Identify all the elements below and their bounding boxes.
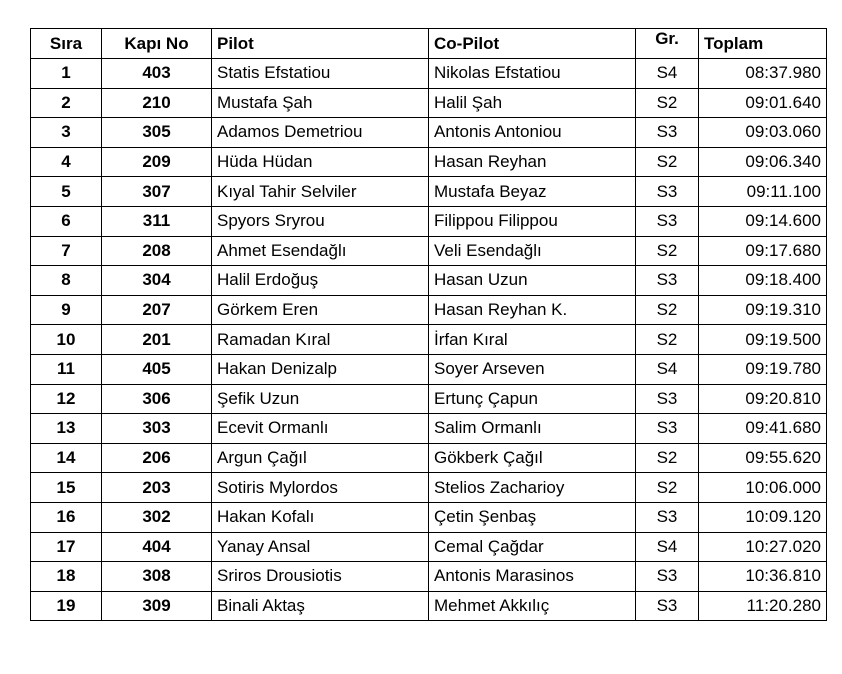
- table-row: [31, 354, 827, 384]
- cell-pilot: Kıyal Tahir Selviler: [212, 177, 429, 207]
- cell-co-pilot: Soyer Arseven: [429, 354, 636, 384]
- cell-gr: S2: [636, 295, 699, 325]
- cell-sira: 15: [31, 473, 102, 503]
- cell-sira: 4: [31, 147, 102, 177]
- cell-sira: 2: [31, 88, 102, 118]
- cell-kapi-no: 302: [102, 502, 212, 532]
- cell-toplam: 09:14.600: [699, 206, 827, 236]
- cell-pilot: Hakan Kofalı: [212, 502, 429, 532]
- cell-sira: 16: [31, 502, 102, 532]
- cell-gr: S4: [636, 59, 699, 89]
- table-row: [31, 118, 827, 148]
- header-toplam: Toplam: [699, 29, 827, 59]
- cell-pilot: Binali Aktaş: [212, 591, 429, 621]
- cell-kapi-no: 403: [102, 59, 212, 89]
- cell-gr: S3: [636, 384, 699, 414]
- cell-co-pilot: Çetin Şenbaş: [429, 502, 636, 532]
- cell-kapi-no: 306: [102, 384, 212, 414]
- cell-sira: 11: [31, 354, 102, 384]
- cell-co-pilot: Hasan Reyhan K.: [429, 295, 636, 325]
- cell-gr: S2: [636, 236, 699, 266]
- cell-sira: 7: [31, 236, 102, 266]
- cell-kapi-no: 210: [102, 88, 212, 118]
- cell-kapi-no: 303: [102, 414, 212, 444]
- cell-gr: S3: [636, 177, 699, 207]
- cell-co-pilot: Cemal Çağdar: [429, 532, 636, 562]
- cell-gr: S3: [636, 414, 699, 444]
- cell-toplam: 10:09.120: [699, 502, 827, 532]
- table-row: [31, 443, 827, 473]
- table-row: [31, 236, 827, 266]
- cell-kapi-no: 206: [102, 443, 212, 473]
- cell-toplam: 09:11.100: [699, 177, 827, 207]
- header-sira: Sıra: [31, 29, 102, 59]
- cell-pilot: Ecevit Ormanlı: [212, 414, 429, 444]
- cell-pilot: Sotiris Mylordos: [212, 473, 429, 503]
- cell-gr: S3: [636, 562, 699, 592]
- cell-toplam: 09:17.680: [699, 236, 827, 266]
- cell-sira: 3: [31, 118, 102, 148]
- cell-gr: S2: [636, 443, 699, 473]
- cell-co-pilot: Salim Ormanlı: [429, 414, 636, 444]
- cell-gr: S3: [636, 591, 699, 621]
- table-row: [31, 206, 827, 236]
- cell-sira: 9: [31, 295, 102, 325]
- cell-pilot: Halil Erdoğuş: [212, 266, 429, 296]
- cell-co-pilot: Gökberk Çağıl: [429, 443, 636, 473]
- cell-gr: S2: [636, 147, 699, 177]
- cell-gr: S4: [636, 532, 699, 562]
- cell-pilot: Yanay Ansal: [212, 532, 429, 562]
- results-table: [30, 28, 827, 621]
- cell-kapi-no: 307: [102, 177, 212, 207]
- cell-toplam: 09:41.680: [699, 414, 827, 444]
- cell-pilot: Argun Çağıl: [212, 443, 429, 473]
- cell-kapi-no: 311: [102, 206, 212, 236]
- cell-sira: 14: [31, 443, 102, 473]
- cell-toplam: 09:19.310: [699, 295, 827, 325]
- cell-kapi-no: 201: [102, 325, 212, 355]
- header-pilot: Pilot: [212, 29, 429, 59]
- cell-toplam: 09:01.640: [699, 88, 827, 118]
- cell-co-pilot: Antonis Antoniou: [429, 118, 636, 148]
- table-row: [31, 384, 827, 414]
- cell-co-pilot: Ertunç Çapun: [429, 384, 636, 414]
- cell-kapi-no: 203: [102, 473, 212, 503]
- cell-gr: S3: [636, 266, 699, 296]
- cell-sira: 5: [31, 177, 102, 207]
- cell-co-pilot: Halil Şah: [429, 88, 636, 118]
- cell-gr: S2: [636, 325, 699, 355]
- table-body: [31, 59, 827, 621]
- cell-co-pilot: Filippou Filippou: [429, 206, 636, 236]
- table-row: [31, 502, 827, 532]
- cell-sira: 13: [31, 414, 102, 444]
- cell-co-pilot: Hasan Reyhan: [429, 147, 636, 177]
- cell-toplam: 09:18.400: [699, 266, 827, 296]
- cell-kapi-no: 309: [102, 591, 212, 621]
- cell-pilot: Hüda Hüdan: [212, 147, 429, 177]
- cell-toplam: 10:06.000: [699, 473, 827, 503]
- table-row: [31, 295, 827, 325]
- cell-toplam: 09:20.810: [699, 384, 827, 414]
- table-header: [31, 29, 827, 59]
- cell-co-pilot: Stelios Zacharioy: [429, 473, 636, 503]
- cell-sira: 18: [31, 562, 102, 592]
- table-row: [31, 88, 827, 118]
- cell-kapi-no: 208: [102, 236, 212, 266]
- cell-kapi-no: 404: [102, 532, 212, 562]
- cell-sira: 10: [31, 325, 102, 355]
- cell-gr: S3: [636, 502, 699, 532]
- cell-kapi-no: 207: [102, 295, 212, 325]
- cell-pilot: Ahmet Esendağlı: [212, 236, 429, 266]
- cell-toplam: 09:19.500: [699, 325, 827, 355]
- table-row: [31, 532, 827, 562]
- table-row: [31, 591, 827, 621]
- cell-co-pilot: Nikolas Efstatiou: [429, 59, 636, 89]
- cell-pilot: Mustafa Şah: [212, 88, 429, 118]
- cell-pilot: Statis Efstatiou: [212, 59, 429, 89]
- header-gr: Gr.: [636, 29, 699, 59]
- cell-pilot: Sriros Drousiotis: [212, 562, 429, 592]
- cell-co-pilot: Hasan Uzun: [429, 266, 636, 296]
- header-kapi-no: Kapı No: [102, 29, 212, 59]
- cell-pilot: Şefik Uzun: [212, 384, 429, 414]
- cell-toplam: 09:55.620: [699, 443, 827, 473]
- cell-co-pilot: Veli Esendağlı: [429, 236, 636, 266]
- cell-toplam: 10:36.810: [699, 562, 827, 592]
- cell-kapi-no: 308: [102, 562, 212, 592]
- table-row: [31, 147, 827, 177]
- table-row: [31, 562, 827, 592]
- table-row: [31, 177, 827, 207]
- cell-pilot: Hakan Denizalp: [212, 354, 429, 384]
- cell-pilot: Spyors Sryrou: [212, 206, 429, 236]
- cell-sira: 1: [31, 59, 102, 89]
- cell-co-pilot: Antonis Marasinos: [429, 562, 636, 592]
- header-co-pilot: Co-Pilot: [429, 29, 636, 59]
- cell-kapi-no: 405: [102, 354, 212, 384]
- cell-pilot: Görkem Eren: [212, 295, 429, 325]
- cell-kapi-no: 305: [102, 118, 212, 148]
- cell-toplam: 09:19.780: [699, 354, 827, 384]
- cell-kapi-no: 304: [102, 266, 212, 296]
- cell-gr: S4: [636, 354, 699, 384]
- table-row: [31, 325, 827, 355]
- table-row: [31, 59, 827, 89]
- table-row: [31, 473, 827, 503]
- cell-gr: S2: [636, 88, 699, 118]
- cell-toplam: 09:03.060: [699, 118, 827, 148]
- cell-sira: 6: [31, 206, 102, 236]
- cell-sira: 12: [31, 384, 102, 414]
- cell-toplam: 11:20.280: [699, 591, 827, 621]
- cell-toplam: 09:06.340: [699, 147, 827, 177]
- cell-sira: 17: [31, 532, 102, 562]
- cell-gr: S3: [636, 118, 699, 148]
- cell-toplam: 08:37.980: [699, 59, 827, 89]
- cell-pilot: Adamos Demetriou: [212, 118, 429, 148]
- cell-sira: 19: [31, 591, 102, 621]
- cell-kapi-no: 209: [102, 147, 212, 177]
- table-row: [31, 266, 827, 296]
- cell-sira: 8: [31, 266, 102, 296]
- cell-co-pilot: Mustafa Beyaz: [429, 177, 636, 207]
- cell-gr: S2: [636, 473, 699, 503]
- cell-toplam: 10:27.020: [699, 532, 827, 562]
- header-row: [31, 29, 827, 59]
- cell-pilot: Ramadan Kıral: [212, 325, 429, 355]
- table-row: [31, 414, 827, 444]
- cell-co-pilot: Mehmet Akkılıç: [429, 591, 636, 621]
- cell-co-pilot: İrfan Kıral: [429, 325, 636, 355]
- cell-gr: S3: [636, 206, 699, 236]
